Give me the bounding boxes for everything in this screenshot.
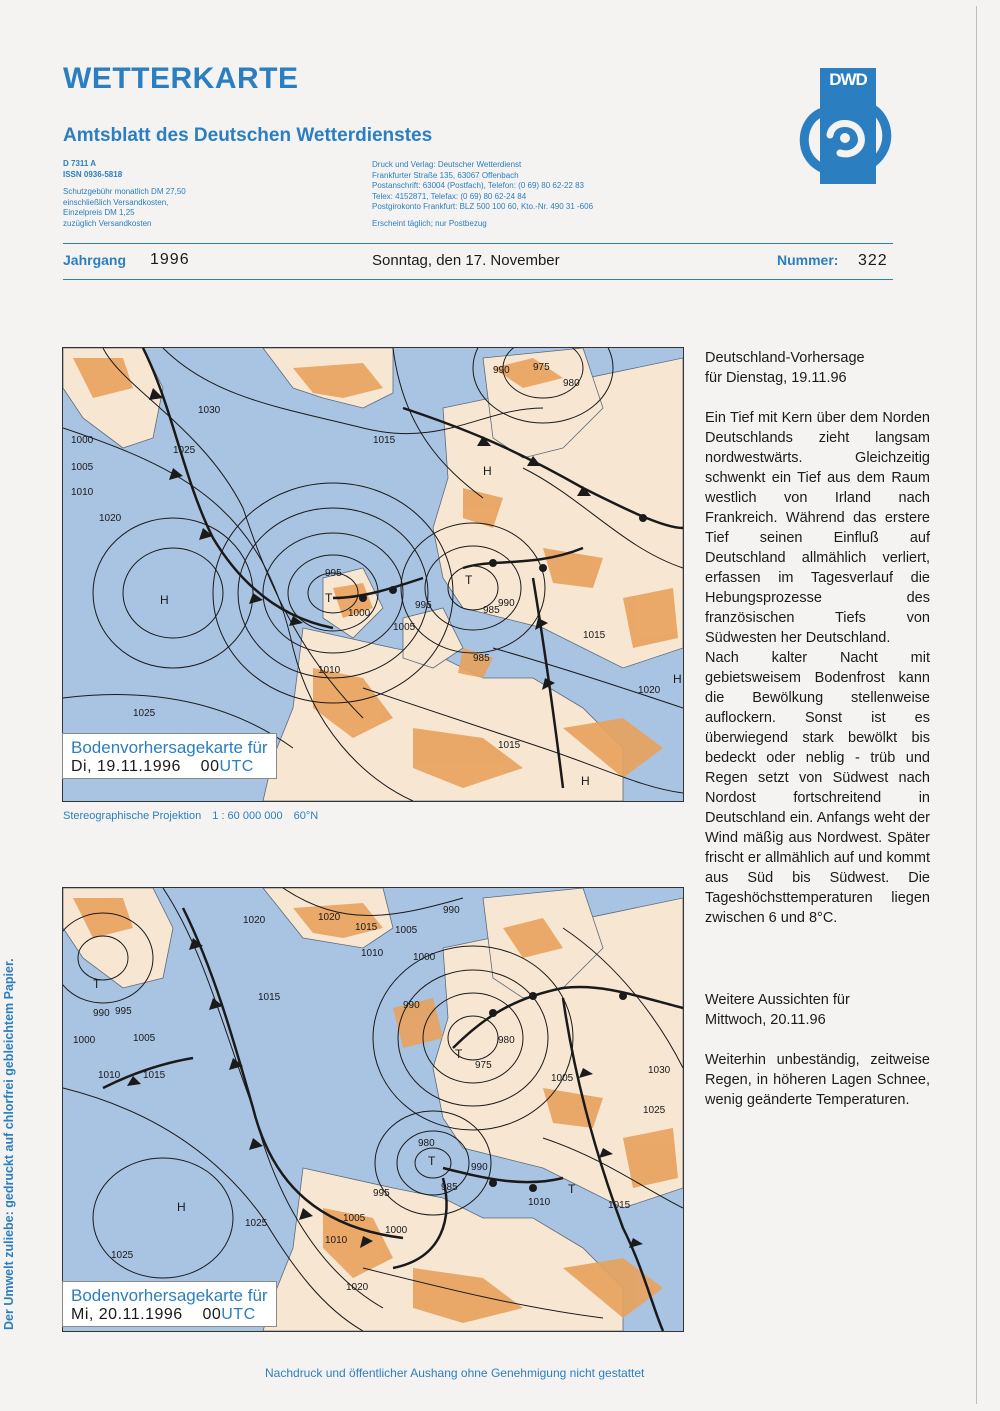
jahrgang-value: 1996 — [150, 251, 190, 268]
dwd-logo-text: DWD — [829, 70, 867, 89]
bottom-rule — [63, 279, 893, 280]
isobar-label: 1000 — [385, 1225, 408, 1236]
pressure-center: H — [483, 464, 492, 478]
isobar-label: 985 — [441, 1182, 458, 1193]
pressure-center: H — [177, 1200, 186, 1214]
isobar-label: 990 — [493, 365, 510, 376]
top-rule — [63, 243, 893, 244]
isobar-label: 980 — [563, 378, 580, 389]
isobar-label: 990 — [443, 905, 460, 916]
publisher-line: Telex: 4152871, Telefax: (0 69) 80 62-24 84 — [372, 191, 527, 201]
frequency-note: Erscheint täglich; nur Postbezug — [372, 218, 487, 228]
pressure-center: T — [455, 1047, 463, 1061]
isobar-label: 1010 — [528, 1197, 551, 1208]
map2-label-title: Bodenvorhersagekarte für — [71, 1286, 268, 1305]
page-subtitle: Amtsblatt des Deutschen Wetterdienstes — [63, 125, 433, 146]
projection-scale: 1 : 60 000 000 — [212, 810, 283, 822]
isobar-label: 1015 — [583, 630, 606, 641]
weather-map-wednesday — [62, 887, 684, 1332]
isobar-label: 1010 — [71, 487, 94, 498]
isobar-label: 1005 — [133, 1033, 156, 1044]
outlook-text — [705, 1050, 930, 1110]
dwd-swirl-icon — [790, 95, 896, 183]
map2-label-date: Mi, 20.11.1996 00UTC — [71, 1306, 256, 1323]
eco-paper-note: Der Umwelt zuliebe: gedruckt auf chlorfrei gebleichtem Papier. — [2, 958, 16, 1330]
isobar-label: 1025 — [173, 445, 196, 456]
isobar-label: 990 — [498, 598, 515, 609]
isobar-label: 985 — [473, 653, 490, 664]
isobar-label: 1020 — [318, 912, 341, 923]
publisher-line: Druck und Verlag: Deutscher Wetterdienst — [372, 160, 522, 169]
isobar-label: 1025 — [133, 708, 156, 719]
isobar-label: 1020 — [99, 513, 122, 524]
fee-line: zuzüglich Versandkosten — [63, 218, 152, 228]
isobar-label: 1030 — [648, 1065, 671, 1076]
isobar-label: 995 — [373, 1188, 390, 1199]
jahrgang-label: Jahrgang — [63, 252, 127, 268]
issn: ISSN 0936-5818 — [63, 169, 123, 179]
outlook-paragraph: Weiterhin unbeständig, zeitweise Regen, in höheren Lagen Schnee, wenig geänderte Temperaturen. — [705, 1052, 930, 1108]
isobar-label: 990 — [93, 1008, 110, 1019]
isobar-label: 1010 — [361, 948, 384, 959]
isobar-label: 975 — [533, 362, 550, 373]
isobar-label: 995 — [115, 1006, 132, 1017]
publication-code: D 7311 A — [63, 159, 97, 168]
isobar-label: 1010 — [98, 1070, 121, 1081]
publisher-line: Postanschrift: 63004 (Postfach), Telefon: (0 69) 80 62-22 83 — [372, 181, 584, 190]
isobar-label: 1010 — [318, 665, 341, 676]
pressure-center: H — [160, 593, 169, 607]
footer-copyright-note: Nachdruck und öffentlicher Aushang ohne Genehmigung nicht gestattet — [265, 1366, 645, 1380]
isobar-label: 995 — [415, 600, 432, 611]
isobar-label: 1015 — [373, 435, 396, 446]
isobar-label: 990 — [403, 1000, 420, 1011]
nummer-value: 322 — [858, 252, 888, 269]
publisher-line: Postgirokonto Frankfurt: BLZ 500 100 60, Kto.-Nr. 490 31 -606 — [372, 202, 594, 211]
isobar-label: 1025 — [111, 1250, 134, 1261]
isobar-label: 1015 — [143, 1070, 166, 1081]
isobar-label: 1025 — [245, 1218, 268, 1229]
isobar-label: 980 — [418, 1138, 435, 1149]
forecast-paragraph-1: Ein Tief mit Kern über dem Norden Deutschlands zieht langsam nordwestwärts. Gleichzeitig schwenkt ein Tief aus dem Raum westlich von Irland nach Frankreich. Während das erstere Tief seinen Einfluß auf Deutschland allmählich verliert, erfassen im Tagesverlauf die Hebungsprozesse des französischen Tiefs von Südwesten her Deutschland. — [705, 410, 930, 646]
isobar-label: 1005 — [395, 925, 418, 936]
issue-date: Sonntag, den 17. November — [372, 252, 560, 269]
isobar-label: 1005 — [71, 462, 94, 473]
forecast-heading: Deutschland-Vorhersage für Dienstag, 19.11.96 — [705, 350, 865, 386]
nummer-label: Nummer: — [777, 252, 839, 268]
isobar-label: 1000 — [73, 1035, 96, 1046]
forecast-text — [705, 408, 930, 928]
pressure-center: H — [581, 774, 590, 788]
pressure-center: H — [673, 672, 682, 686]
projection-note — [63, 810, 326, 822]
page-title: WETTERKARTE — [63, 62, 299, 95]
map1-label-title: Bodenvorhersagekarte für — [71, 738, 268, 757]
isobar-label: 1030 — [198, 405, 221, 416]
pressure-center: T — [465, 573, 473, 587]
isobar-label: 1005 — [393, 622, 416, 633]
isobar-label: 1010 — [325, 1235, 348, 1246]
pressure-center: T — [93, 977, 101, 991]
isobar-label: 980 — [498, 1035, 515, 1046]
fee-line: Einzelpreis DM 1,25 — [63, 208, 135, 217]
isobar-label: 1005 — [551, 1073, 574, 1084]
projection-name: Stereographische Projektion — [63, 810, 202, 822]
forecast-paragraph-2: Nach kalter Nacht mit gebietsweisem Bodenfrost kann die Bewölkung stellenweise auflockern. Sonst ist es überwiegend stark bewölkt bis bedeckt oder neblig - trüb und Regen setzt von Südwest nach Nordost fortschreitend in Deutschland ein. Anfangs weht der Wind mäßig aus Nordwest. Später frischt er allmählich auf und kommt aus Süd bis Südwest. Die Tageshöchsttemperaturen liegen zwischen 6 und 8°C. — [705, 650, 930, 926]
isobar-label: 1000 — [348, 608, 371, 619]
isobar-label: 1020 — [638, 685, 661, 696]
isobar-label: 995 — [325, 568, 342, 579]
isobar-label: 1015 — [608, 1200, 631, 1211]
map2-label — [62, 1281, 277, 1327]
publisher-line: Frankfurter Straße 135, 63067 Offenbach — [372, 170, 519, 180]
map1-label — [62, 733, 277, 779]
outlook-heading: Weitere Aussichten für Mittwoch, 20.11.96 — [705, 992, 850, 1028]
isobar-label: 1020 — [346, 1282, 369, 1293]
isobar-label: 1015 — [498, 740, 521, 751]
isobar-label: 1020 — [243, 915, 266, 926]
publisher-info — [372, 160, 593, 229]
isobar-label: 985 — [483, 605, 500, 616]
projection-latitude: 60°N — [293, 810, 319, 822]
fee-line: einschließlich Versandkosten, — [63, 197, 169, 207]
fee-line: Schutzgebühr monatlich DM 27,50 — [63, 187, 186, 196]
isobar-label: 1015 — [355, 922, 378, 933]
publication-info — [63, 159, 186, 229]
pressure-center: T — [428, 1154, 436, 1168]
isobar-label: 1015 — [258, 992, 281, 1003]
pressure-center: T — [325, 591, 333, 605]
map1-label-date: Di, 19.11.1996 00UTC — [71, 758, 254, 775]
isobar-label: 1000 — [413, 952, 436, 963]
isobar-label: 975 — [475, 1060, 492, 1071]
map2-svg — [63, 888, 683, 1331]
pressure-center: T — [568, 1182, 576, 1196]
isobar-label: 990 — [471, 1162, 488, 1173]
isobar-label: 1025 — [643, 1105, 666, 1116]
isobar-label: 1005 — [343, 1213, 366, 1224]
isobar-label: 1000 — [71, 435, 94, 446]
